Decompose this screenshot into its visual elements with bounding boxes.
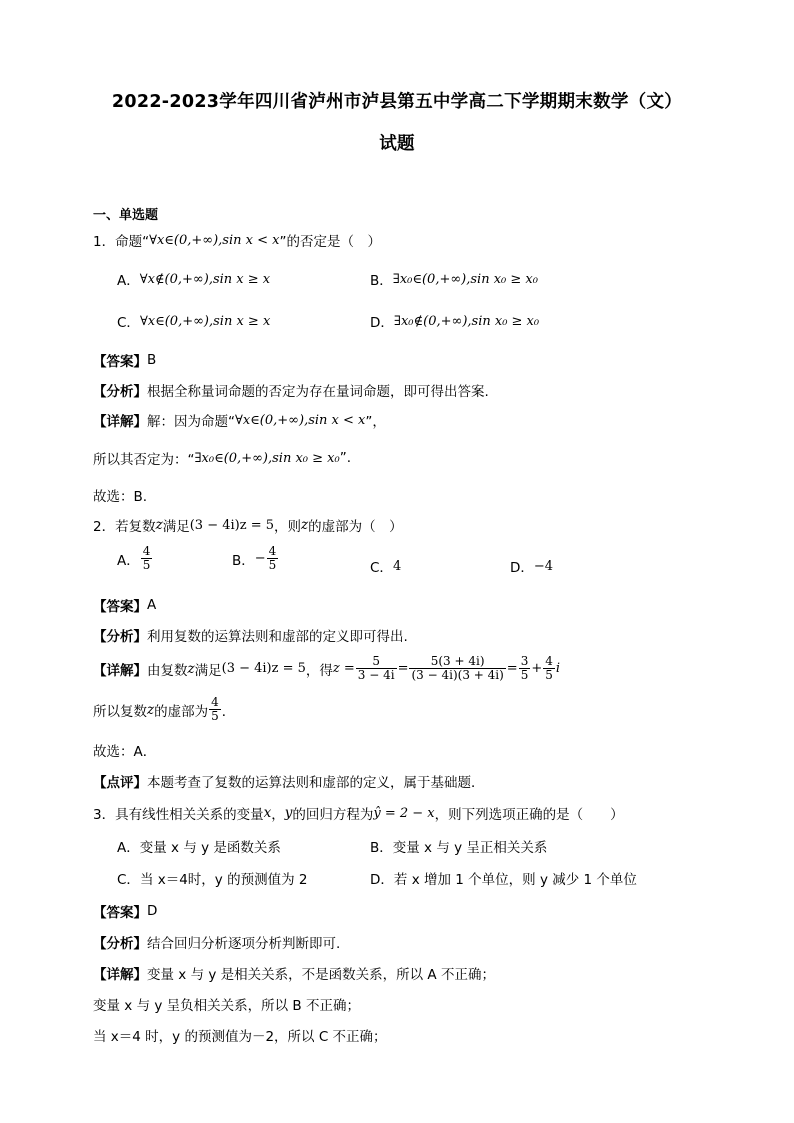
q2-imag-den: 5: [211, 709, 219, 723]
q2-option-b-den: 5: [268, 558, 277, 572]
q1-option-b-text: ∃x₀∈(0,+∞),sin x₀ ≥ x₀: [392, 271, 538, 287]
q1-number: 1．: [93, 234, 116, 250]
q2-option-b-sign: −: [254, 551, 266, 566]
q2-detail-plus: +: [531, 661, 543, 676]
q3-option-c-letter: C．: [117, 872, 140, 888]
q3-analysis: [93, 932, 340, 952]
q3-option-d: [370, 868, 637, 888]
q3-stem-x: x: [263, 805, 272, 821]
q2-detail-fraction-2: [409, 655, 505, 682]
q1-stem: [93, 230, 381, 250]
q3-detail: [93, 963, 495, 983]
q2-option-a-num: 4: [142, 544, 151, 558]
q2-f1-num: 5: [372, 654, 380, 668]
q1-stem-math: ∀x∈(0,+∞),sin x < x: [149, 232, 280, 248]
q2-answer-value: A: [147, 597, 157, 613]
q2-stem-text-c: ，则: [274, 519, 301, 535]
q1-negation: [93, 448, 351, 468]
q2-stem-z: z: [155, 517, 163, 533]
q2-detail-text-a: 由复数: [147, 662, 188, 679]
q2-stem-text-a: 若复数: [115, 519, 156, 535]
q2-option-c-text: 4: [392, 558, 402, 574]
q1-detail-text-a: 解：因为命题“: [147, 414, 235, 430]
q2-f3-num: 3: [520, 654, 529, 668]
q3-analysis-label: 【分析】: [93, 936, 147, 952]
q1-option-a: [117, 269, 270, 289]
q2-option-a-den: 5: [142, 558, 151, 572]
q2-detail-eq1: =: [397, 661, 409, 676]
q2-option-d-text: −4: [533, 558, 554, 574]
q1-option-d: [370, 311, 539, 331]
q2-f2-den: (3 − 4i)(3 + 4i): [411, 668, 504, 682]
q2-imag-z: z: [147, 701, 155, 718]
q2-detail-i: i: [555, 661, 561, 676]
q2-f2-num: 5(3 + 4i): [430, 654, 485, 668]
q2-analysis-text: 利用复数的运算法则和虚部的定义即可得出.: [147, 629, 408, 645]
q3-number: 3．: [93, 807, 116, 823]
q1-detail-math: ∀x∈(0,+∞),sin x < x: [235, 412, 366, 428]
q3-option-d-text: 若 x 增加 1 个单位，则 y 减少 1 个单位: [393, 872, 637, 888]
q3-option-a-text: 变量 x 与 y 是函数关系: [139, 840, 281, 856]
q2-stem-equation: (3 − 4i)z = 5: [189, 517, 274, 533]
q2-imag-text-b: 的虚部为: [154, 703, 209, 720]
q2-detail-text-c: ，得: [305, 662, 333, 679]
q1-option-c: [117, 311, 270, 331]
q3-detail-line3: 当 x＝4 时，y 的预测值为－2，所以 C 不正确；: [93, 1029, 387, 1045]
q1-analysis: [93, 380, 489, 400]
q3-option-b-letter: B．: [370, 840, 393, 856]
q2-choose: 故选：A．: [93, 744, 157, 760]
q1-detail-label: 【详解】: [93, 414, 147, 430]
q1-option-a-letter: A．: [117, 273, 140, 289]
q3-option-c: [117, 868, 307, 888]
q2-option-d-letter: D．: [510, 560, 534, 576]
q2-option-b-letter: B．: [232, 552, 255, 569]
q3-stem: [93, 803, 624, 823]
q3-analysis-text: 结合回归分析逐项分析判断即可.: [147, 936, 341, 952]
q2-comment: [93, 771, 485, 791]
q2-imag-num: 4: [211, 695, 219, 709]
q1-option-b-letter: B．: [370, 273, 393, 289]
q2-option-a-fraction: [141, 545, 153, 572]
q2-f4-num: 4: [545, 654, 553, 668]
q2-option-b-fraction: [267, 545, 279, 572]
q3-stem-text-c: ，则下列选项正确的是（ ）: [434, 807, 624, 823]
q1-detail: [93, 410, 386, 430]
q1-answer-value: B: [147, 352, 157, 368]
q1-negation-text-a: 所以其否定为：“: [93, 452, 195, 468]
q1-answer-label: 【答案】: [93, 354, 147, 370]
q2-imag-text-a: 所以复数: [93, 703, 147, 720]
q2-f3-den: 5: [520, 668, 529, 682]
q2-answer: [93, 595, 156, 615]
q2-option-d: [510, 556, 553, 576]
q3-detail-label: 【详解】: [93, 967, 147, 983]
q2-analysis: [93, 625, 408, 645]
q3-stem-text-b: 的回归方程为: [292, 807, 374, 823]
q1-negation-math: ∃x₀∈(0,+∞),sin x₀ ≥ x₀: [194, 450, 340, 466]
page-title-line1: 2022-2023学年四川省泸州市泸县第五中学高二下学期期末数学（文）: [111, 92, 683, 112]
q2-option-c: [370, 556, 401, 576]
q2-comment-text: 本题考查了复数的运算法则和虚部的定义，属于基础题．: [147, 775, 485, 791]
q3-answer-value: D: [147, 903, 158, 919]
section-heading: 一、单选题: [93, 208, 159, 223]
q1-option-a-text: ∀x∉(0,+∞),sin x ≥ x: [139, 271, 271, 287]
q2-option-a-letter: A．: [117, 552, 140, 569]
q1-stem-text-b: ”的否定是（ ）: [279, 234, 381, 250]
q2-detail-eq2: =: [506, 661, 518, 676]
q2-stem-text-b: 满足: [162, 519, 190, 535]
q2-stem: [93, 515, 403, 535]
q2-stem-text-d: 的虚部为（ ）: [308, 519, 403, 535]
q2-detail-fraction-3: [519, 655, 531, 682]
q1-stem-text-a: 命题“: [115, 234, 150, 250]
q2-detail-label: 【详解】: [93, 662, 147, 679]
q1-option-c-text: ∀x∈(0,+∞),sin x ≥ x: [139, 313, 271, 329]
q2-number: 2．: [93, 519, 116, 535]
q3-option-a-letter: A．: [117, 840, 140, 856]
q2-f1-den: 3 − 4i: [357, 668, 395, 682]
q3-detail-line2: 变量 x 与 y 呈负相关关系，所以 B 不正确；: [93, 998, 360, 1014]
q3-option-b-text: 变量 x 与 y 呈正相关关系: [392, 840, 548, 856]
q1-option-d-text: ∃x₀∉(0,+∞),sin x₀ ≥ x₀: [393, 313, 540, 329]
q1-choose: 故选：B.: [93, 489, 148, 505]
q1-option-d-letter: D．: [370, 315, 394, 331]
q2-detail-fraction-1: [356, 655, 397, 682]
q2-analysis-label: 【分析】: [93, 629, 147, 645]
q2-stem-z2: z: [301, 517, 309, 533]
q3-option-a: [117, 836, 281, 856]
page-title-line2: 试题: [379, 134, 415, 154]
q3-stem-y: y: [284, 805, 293, 821]
q1-answer: [93, 350, 156, 370]
q2-detail-fraction-4: [543, 655, 555, 682]
q3-option-d-letter: D．: [370, 872, 394, 888]
q2-detail-text-b: 满足: [194, 662, 222, 679]
q1-analysis-text: 根据全称量词命题的否定为存在量词命题，即可得出答案.: [147, 384, 489, 400]
q2-detail-z: z: [187, 660, 195, 677]
q1-analysis-label: 【分析】: [93, 384, 147, 400]
q2-comment-label: 【点评】: [93, 775, 147, 791]
q3-detail-line1: 变量 x 与 y 是相关关系，不是函数关系，所以 A 不正确；: [147, 967, 495, 983]
q2-detail-z-eq: z =: [332, 661, 355, 676]
q3-option-c-text: 当 x＝4时，y 的预测值为 2: [139, 872, 308, 888]
q3-stem-text-a: 具有线性相关关系的变量: [115, 807, 264, 823]
q2-imag-fraction: [209, 696, 221, 723]
q2-option-b: [232, 545, 279, 572]
q2-imaginary-part: [93, 696, 235, 723]
q3-answer-label: 【答案】: [93, 905, 147, 921]
q3-option-b: [370, 836, 547, 856]
q2-detail-equation: (3 − 4i)z = 5: [221, 661, 306, 676]
q1-option-b: [370, 269, 538, 289]
q1-detail-text-b: ”，: [365, 414, 386, 430]
q2-f4-den: 5: [545, 668, 553, 682]
q2-option-b-num: 4: [268, 544, 277, 558]
q2-option-c-letter: C．: [370, 560, 393, 576]
q2-detail: [93, 655, 560, 682]
q2-answer-label: 【答案】: [93, 599, 147, 615]
q2-imag-text-c: ．: [221, 703, 236, 720]
q1-option-c-letter: C．: [117, 315, 140, 331]
q2-option-a: [117, 545, 153, 572]
q1-negation-text-b: ”.: [339, 450, 351, 466]
q3-stem-equation: ŷ = 2 − x: [373, 805, 435, 821]
q3-answer: [93, 901, 157, 921]
q3-stem-sep: ，: [271, 807, 285, 823]
